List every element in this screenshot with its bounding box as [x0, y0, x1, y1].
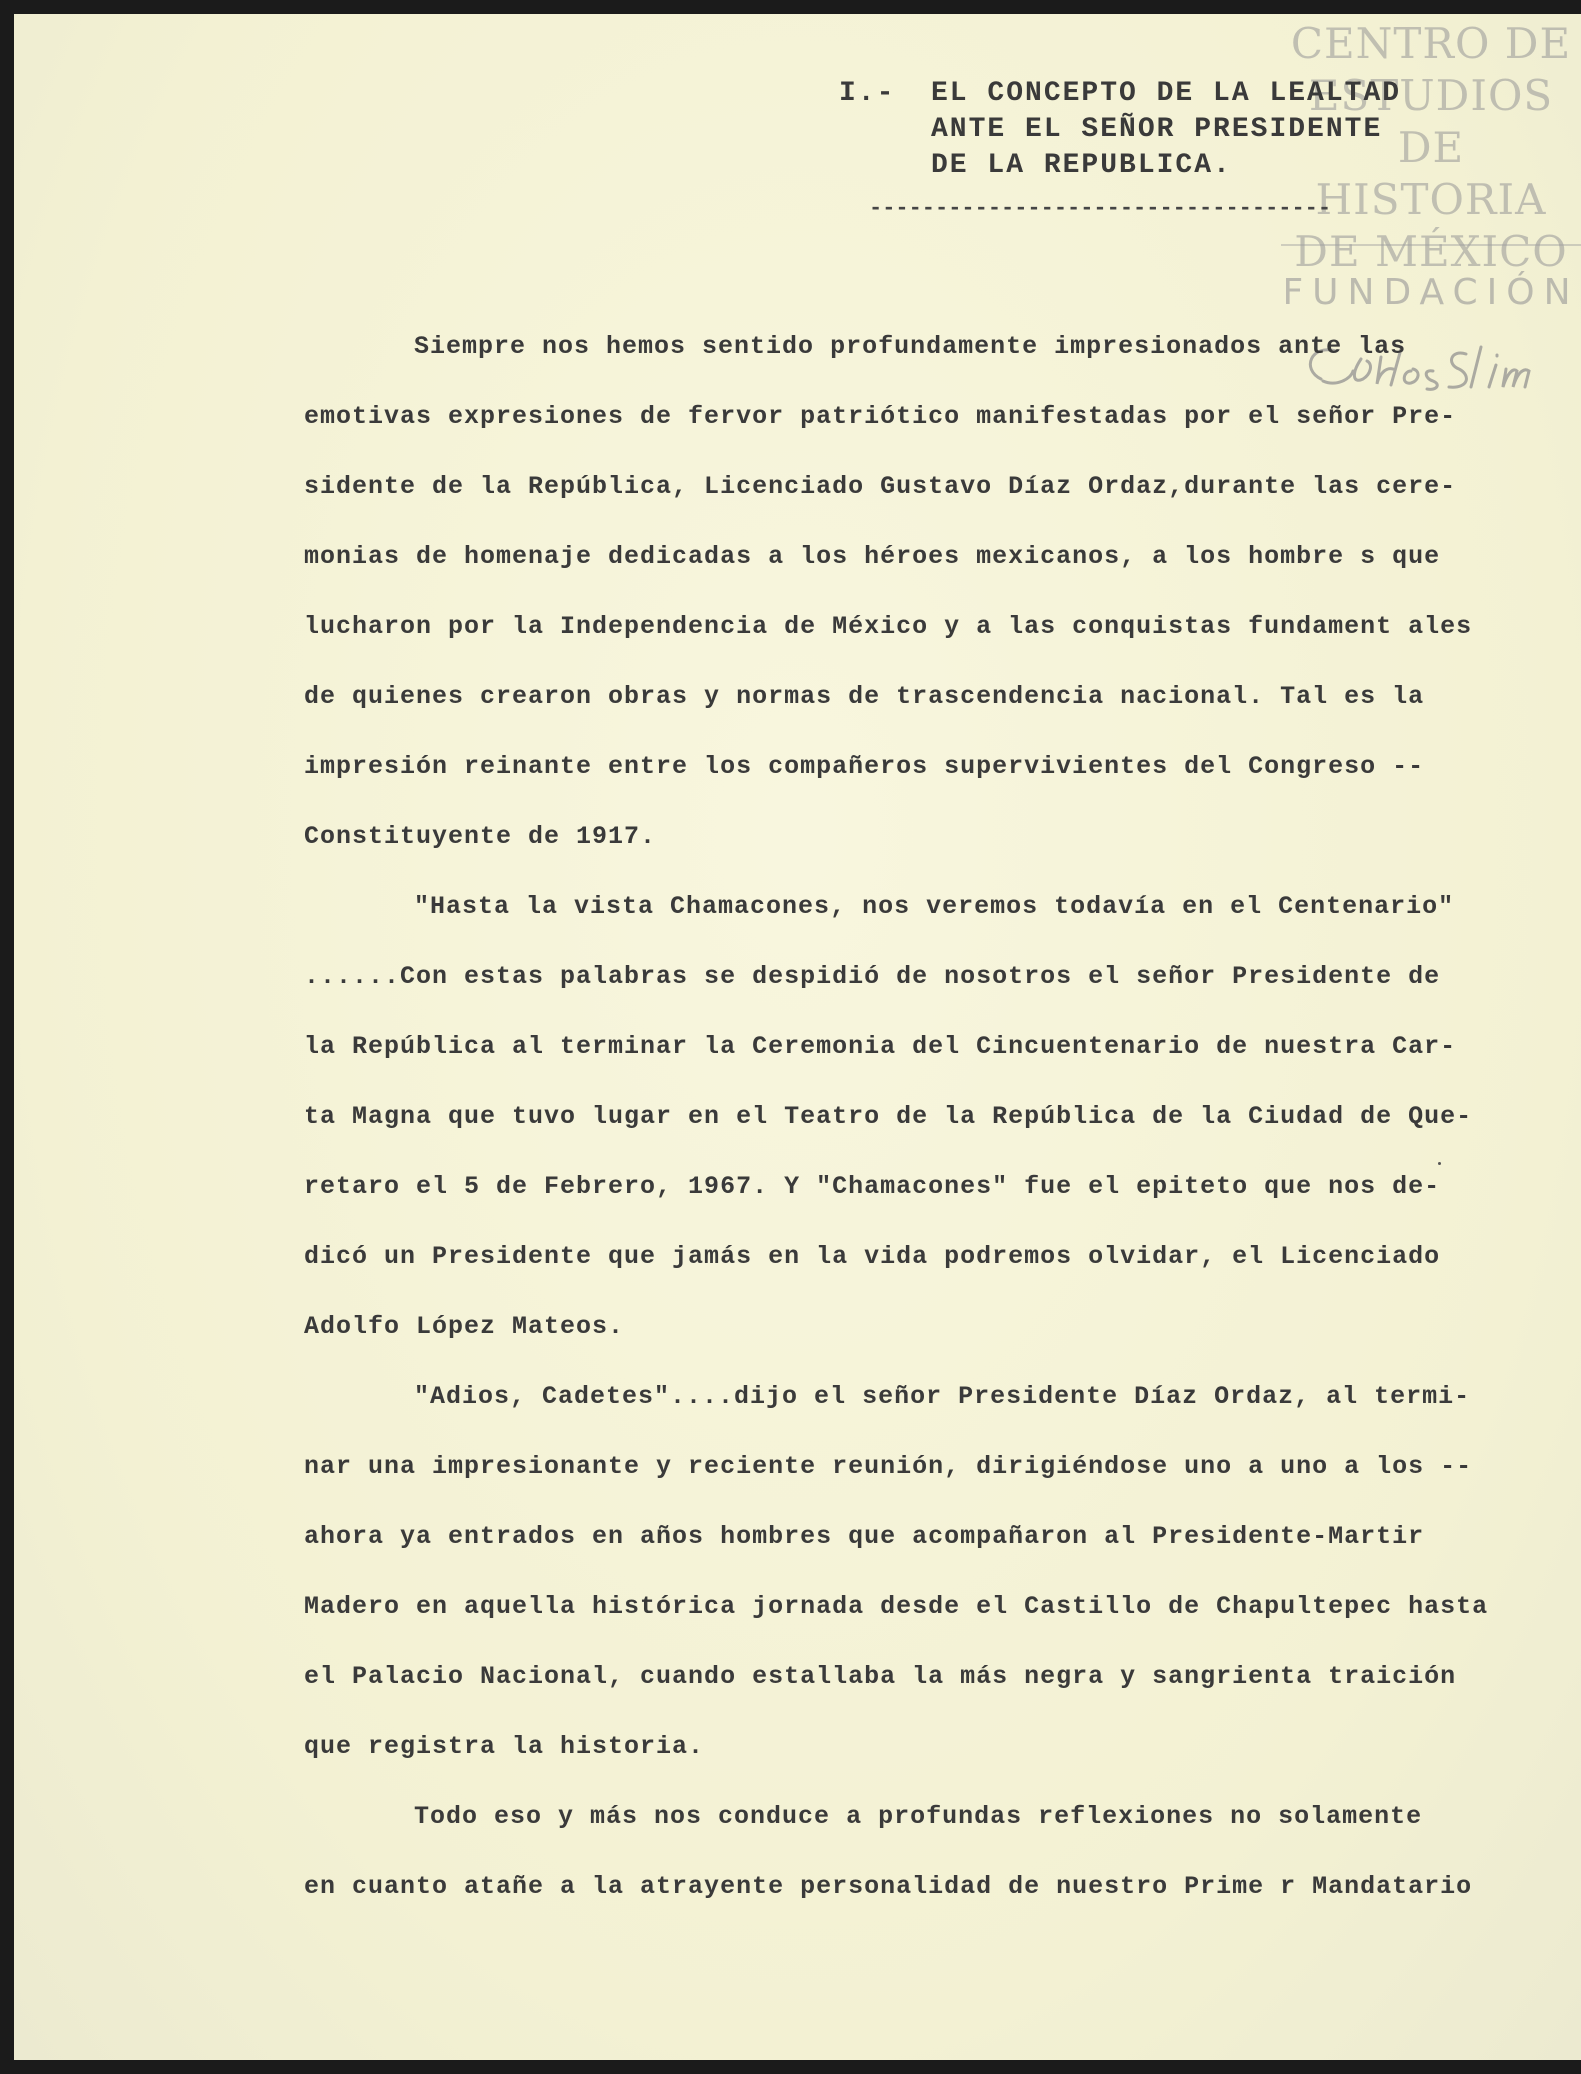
body-line: Constituyente de 1917. — [304, 822, 657, 851]
body-line: lucharon por la Independencia de México y a las conquistas fundament ales — [304, 612, 1473, 641]
body-line: de quienes crearon obras y normas de trascendencia nacional. Tal es la — [304, 682, 1425, 711]
body-line: en cuanto atañe a la atrayente personalidad de nuestro Prime r Mandatario — [304, 1872, 1473, 1901]
section-number: I.- — [839, 78, 896, 109]
body-line: sidente de la República, Licenciado Gustavo Díaz Ordaz,durante las cere- — [304, 472, 1457, 501]
body-line: ahora ya entrados en años hombres que acompañaron al Presidente-Martir — [304, 1522, 1425, 1551]
watermark-line-1: CENTRO DE — [1290, 19, 1572, 68]
document-page — [14, 14, 1581, 2060]
body-line: ta Magna que tuvo lugar en el Teatro de la República de la Ciudad de Que- — [304, 1102, 1473, 1131]
body-line: retaro el 5 de Febrero, 1967. Y "Chamacones" fue el epiteto que nos de- — [304, 1172, 1441, 1201]
heading-line-2: ANTE EL SEÑOR PRESIDENTE — [931, 114, 1383, 145]
body-line: emotivas expresiones de fervor patriótico manifestadas por el señor Pre- — [304, 402, 1457, 431]
watermark-foundation: FUNDACIÓN — [1282, 272, 1580, 313]
watermark-line-4: DE MÉXICO — [1294, 227, 1568, 276]
body-line: impresión reinante entre los compañeros supervivientes del Congreso -- — [304, 752, 1425, 781]
body-line: el Palacio Nacional, cuando estallaba la más negra y sangrienta traición — [304, 1662, 1457, 1691]
body-line: que registra la historia. — [304, 1732, 705, 1761]
body-line: "Adios, Cadetes"....dijo el señor Presidente Díaz Ordaz, al termi- — [414, 1382, 1471, 1411]
ink-speck — [1438, 1162, 1441, 1165]
body-line: Madero en aquella histórica jornada desde el Castillo de Chapultepec hasta — [304, 1592, 1489, 1621]
body-line: monias de homenaje dedicadas a los héroes mexicanos, a los hombre s que — [304, 542, 1441, 571]
body-line: Adolfo López Mateos. — [304, 1312, 625, 1341]
watermark-line-2: ESTUDIOS — [1308, 71, 1554, 120]
body-line: la República al terminar la Ceremonia del Cincuentenario de nuestra Car- — [304, 1032, 1457, 1061]
body-line: Todo eso y más nos conduce a profundas reflexiones no solamente — [414, 1802, 1423, 1831]
document-body — [304, 312, 1489, 1922]
watermark-divider — [1281, 244, 1581, 246]
body-line: "Hasta la vista Chamacones, nos veremos todavía en el Centenario" — [414, 892, 1455, 921]
heading-line-1: EL CONCEPTO DE LA LEALTAD — [931, 78, 1402, 109]
body-line: dicó un Presidente que jamás en la vida podremos olvidar, el Licenciado — [304, 1242, 1441, 1271]
body-line: nar una impresionante y reciente reunión, dirigiéndose uno a uno a los -- — [304, 1452, 1473, 1481]
heading-line-3: DE LA REPUBLICA. — [931, 150, 1232, 181]
body-line: ......Con estas palabras se despidió de nosotros el señor Presidente de — [304, 962, 1441, 991]
heading-underline: ----------------------------------- — [869, 196, 1332, 221]
body-line: Siempre nos hemos sentido profundamente impresionados ante las — [414, 332, 1407, 361]
watermark-line-3: DE HISTORIA — [1315, 123, 1547, 224]
